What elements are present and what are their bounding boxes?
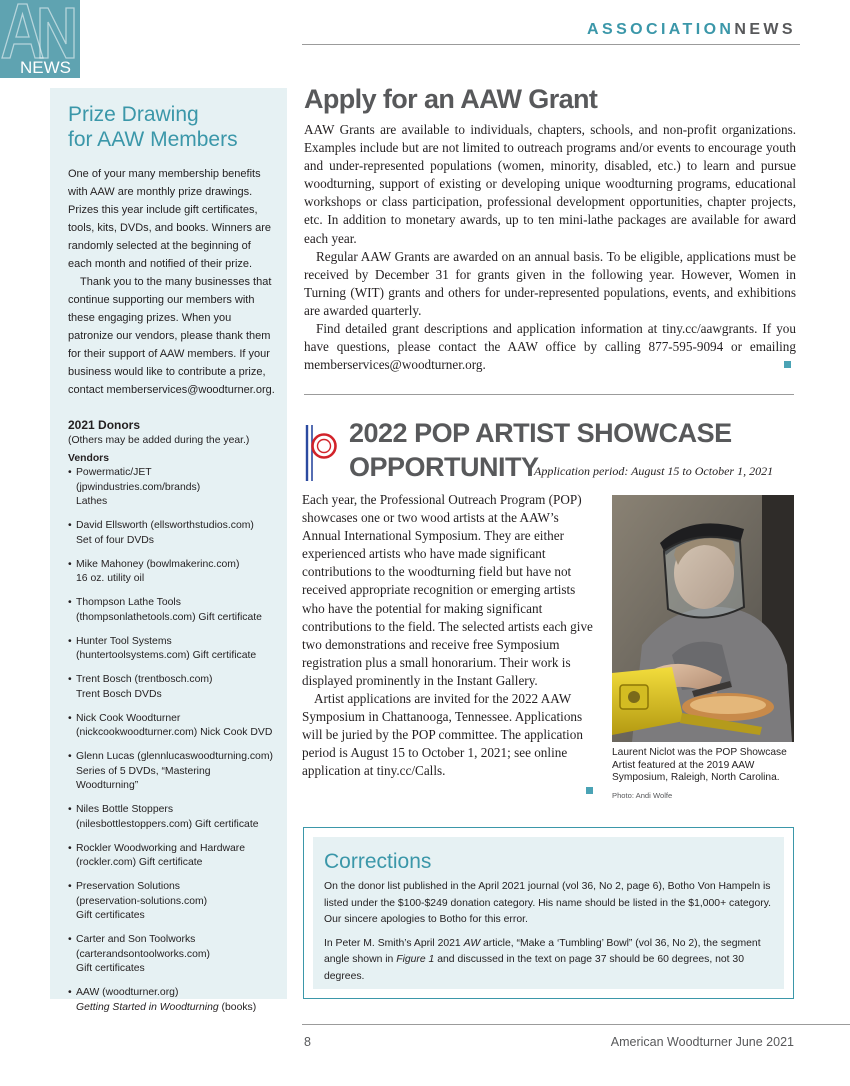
vendor-item: • Nick Cook Woodturner (nickcookwoodturner.com) Nick Cook DVD <box>68 712 273 738</box>
running-head <box>587 21 796 39</box>
vendor-item: • Carter and Son Toolworks (carterandsontoolworks.com) Gift certificates <box>68 934 210 974</box>
book-title: Getting Started in Woodturning <box>76 1001 219 1013</box>
sidebar-paragraph-1: One of your many membership benefits with AAW are monthly prize drawings. Prizes this year include gift certificates, tools, kits, DVDs, and books. Winners are randomly selected at the beginning of each month and notified of their prize. <box>68 168 271 270</box>
sidebar-title-line-2: for AAW Members <box>68 128 238 151</box>
pop-logo-icon <box>303 423 339 483</box>
sidebar-paragraph-2: Thank you to the many businesses that continue supporting our members with these engaging prizes. When you patronize our vendors, please thank them for their support of AAW members. If your business would like to contribute a prize, contact memberservices@woodturner.org. <box>68 276 275 396</box>
grant-article-title: Apply for an AAW Grant <box>304 84 598 114</box>
vendor-list <box>68 466 275 1015</box>
vendor-item: • Powermatic/JET (jpwindustries.com/brands) Lathes <box>68 467 201 507</box>
vendor-item: • Mike Mahoney (bowlmakerinc.com) 16 oz. utility oil <box>68 558 240 584</box>
woodturner-photo-illustration <box>612 495 794 742</box>
woodturner-photo <box>612 495 794 742</box>
photo-credit: Photo: Andi Wolfe <box>612 791 673 800</box>
footer-divider <box>302 1024 850 1025</box>
grant-paragraph-3: Find detailed grant descriptions and application information at tiny.cc/aawgrants. If you have questions, please contact the AAW office by calling 877-595-9094 or emailing memberservices@woodturner.org. <box>304 321 796 373</box>
sidebar-title-line-1: Prize Drawing <box>68 103 199 126</box>
vendor-item: • David Ellsworth (ellsworthstudios.com) Set of four DVDs <box>68 520 254 546</box>
article-divider <box>304 394 794 395</box>
vendor-item: • Rockler Woodworking and Hardware (rockler.com) Gift certificate <box>68 842 246 868</box>
square-end-mark-icon <box>784 361 791 368</box>
vendor-item-aaw: • AAW (woodturner.org) Getting Started in Woodturning (books) <box>68 987 257 1013</box>
pop-article-title-line-2: OPPORTUNITY <box>349 452 539 482</box>
running-head-news: NEWS <box>734 21 796 38</box>
photo-caption: Laurent Niclot was the POP Showcase Artist featured at the 2019 AAW Symposium, Raleigh, North Carolina. <box>612 747 787 783</box>
vendor-item: • Trent Bosch (trentbosch.com) Trent Bosch DVDs <box>68 674 213 700</box>
figure-reference: Figure 1 <box>396 954 435 966</box>
sidebar-title <box>68 102 275 152</box>
vendor-item: • Glenn Lucas (glennlucaswoodturning.com) Series of 5 DVDs, “Mastering Woodturning” <box>68 751 273 791</box>
pop-article-body <box>302 491 598 781</box>
vendor-item: • Hunter Tool Systems (huntertoolsystems.com) Gift certificate <box>68 635 257 661</box>
pop-paragraph-1: Each year, the Professional Outreach Program (POP) showcases one or two wood artists at the AAW’s Annual International Symposium. They are either experienced artists who have made significant contributions to the woodturning field but have not received appropriate recognition or emerging artists who have the potential for making significant contributions to the field. The selected artists each give two demonstrations and receive free Symposium registration plus a small honorarium. Their work is displayed prominently in the Instant Gallery. <box>302 492 593 688</box>
vendor-item: • Thompson Lathe Tools (thompsonlathetools.com) Gift certificate <box>68 597 262 623</box>
grant-paragraph-1: AAW Grants are available to individuals, chapters, schools, and non-profit organizations. Examples include but are not limited to outreach programs and/or events to encourage youth and under-represented populations (women, minority, disabled, etc.) to learn and pursue woodturning, support of existing or developing unique woodturning programs, educational workshops or class participation, professional development opportunities, chapter projects, etc. In addition to monetary awards, up to ten mini-lathe packages are available for award each year. <box>304 122 796 246</box>
grant-paragraph-2: Regular AAW Grants are awarded on an annual basis. To be eligible, applications must be received by December 31 for grants given in the following year. However, Women in Turning (WIT) grants and others for under-represented populations, events, and exhibitions are awarded quarterly. <box>304 248 796 318</box>
donors-heading: 2021 Donors <box>68 418 141 432</box>
page-number: 8 <box>304 1035 311 1049</box>
running-head-association: ASSOCIATION <box>587 21 735 38</box>
corner-logo-word: NEWS <box>20 58 71 77</box>
donors-note: (Others may be added during the year.) <box>68 435 250 446</box>
publication-name: American Woodturner June 2021 <box>610 1035 794 1049</box>
corrections-paragraph-1: On the donor list published in the April 2021 journal (vol 36, No 2, page 6), Botho Von Hampeln is listed under the $100-$249 donation category. His name should be listed in the $1,000+ category. Our sincere apologies to Botho for this error. <box>324 881 771 926</box>
application-period: Application period: August 15 to October 1, 2021 <box>534 464 774 478</box>
prize-drawing-sidebar <box>50 88 287 1013</box>
header-divider <box>302 44 800 45</box>
association-news-corner-logo <box>0 0 80 78</box>
vendor-item: • Niles Bottle Stoppers (nilesbottlestoppers.com) Gift certificate <box>68 804 259 830</box>
square-end-mark-icon <box>586 787 593 794</box>
corrections-panel <box>313 837 784 989</box>
corrections-box <box>303 827 794 999</box>
corrections-title: Corrections <box>324 850 432 873</box>
corrections-paragraph-2: In Peter M. Smith’s April 2021 AW article, “Make a ‘Tumbling’ Bowl” (vol 36, No 2), the segment angle shown in Figure 1 and discussed in the text on page 37 should be 60 degrees, not 30 degrees. <box>324 937 761 982</box>
grant-article-body <box>304 121 796 374</box>
pop-paragraph-2: Artist applications are invited for the 2022 AAW Symposium in Chattanooga, Tennessee. Applications will be juried by the POP committee. The application period is August 15 to October 1, 2021; see online application at tiny.cc/Calls. <box>302 691 583 779</box>
journal-abbrev: AW <box>463 937 481 949</box>
pop-article-title-line-1: 2022 POP ARTIST SHOWCASE <box>349 418 732 448</box>
vendors-heading: Vendors <box>68 453 109 464</box>
vendor-item: • Preservation Solutions (preservation-solutions.com) Gift certificates <box>68 881 208 921</box>
